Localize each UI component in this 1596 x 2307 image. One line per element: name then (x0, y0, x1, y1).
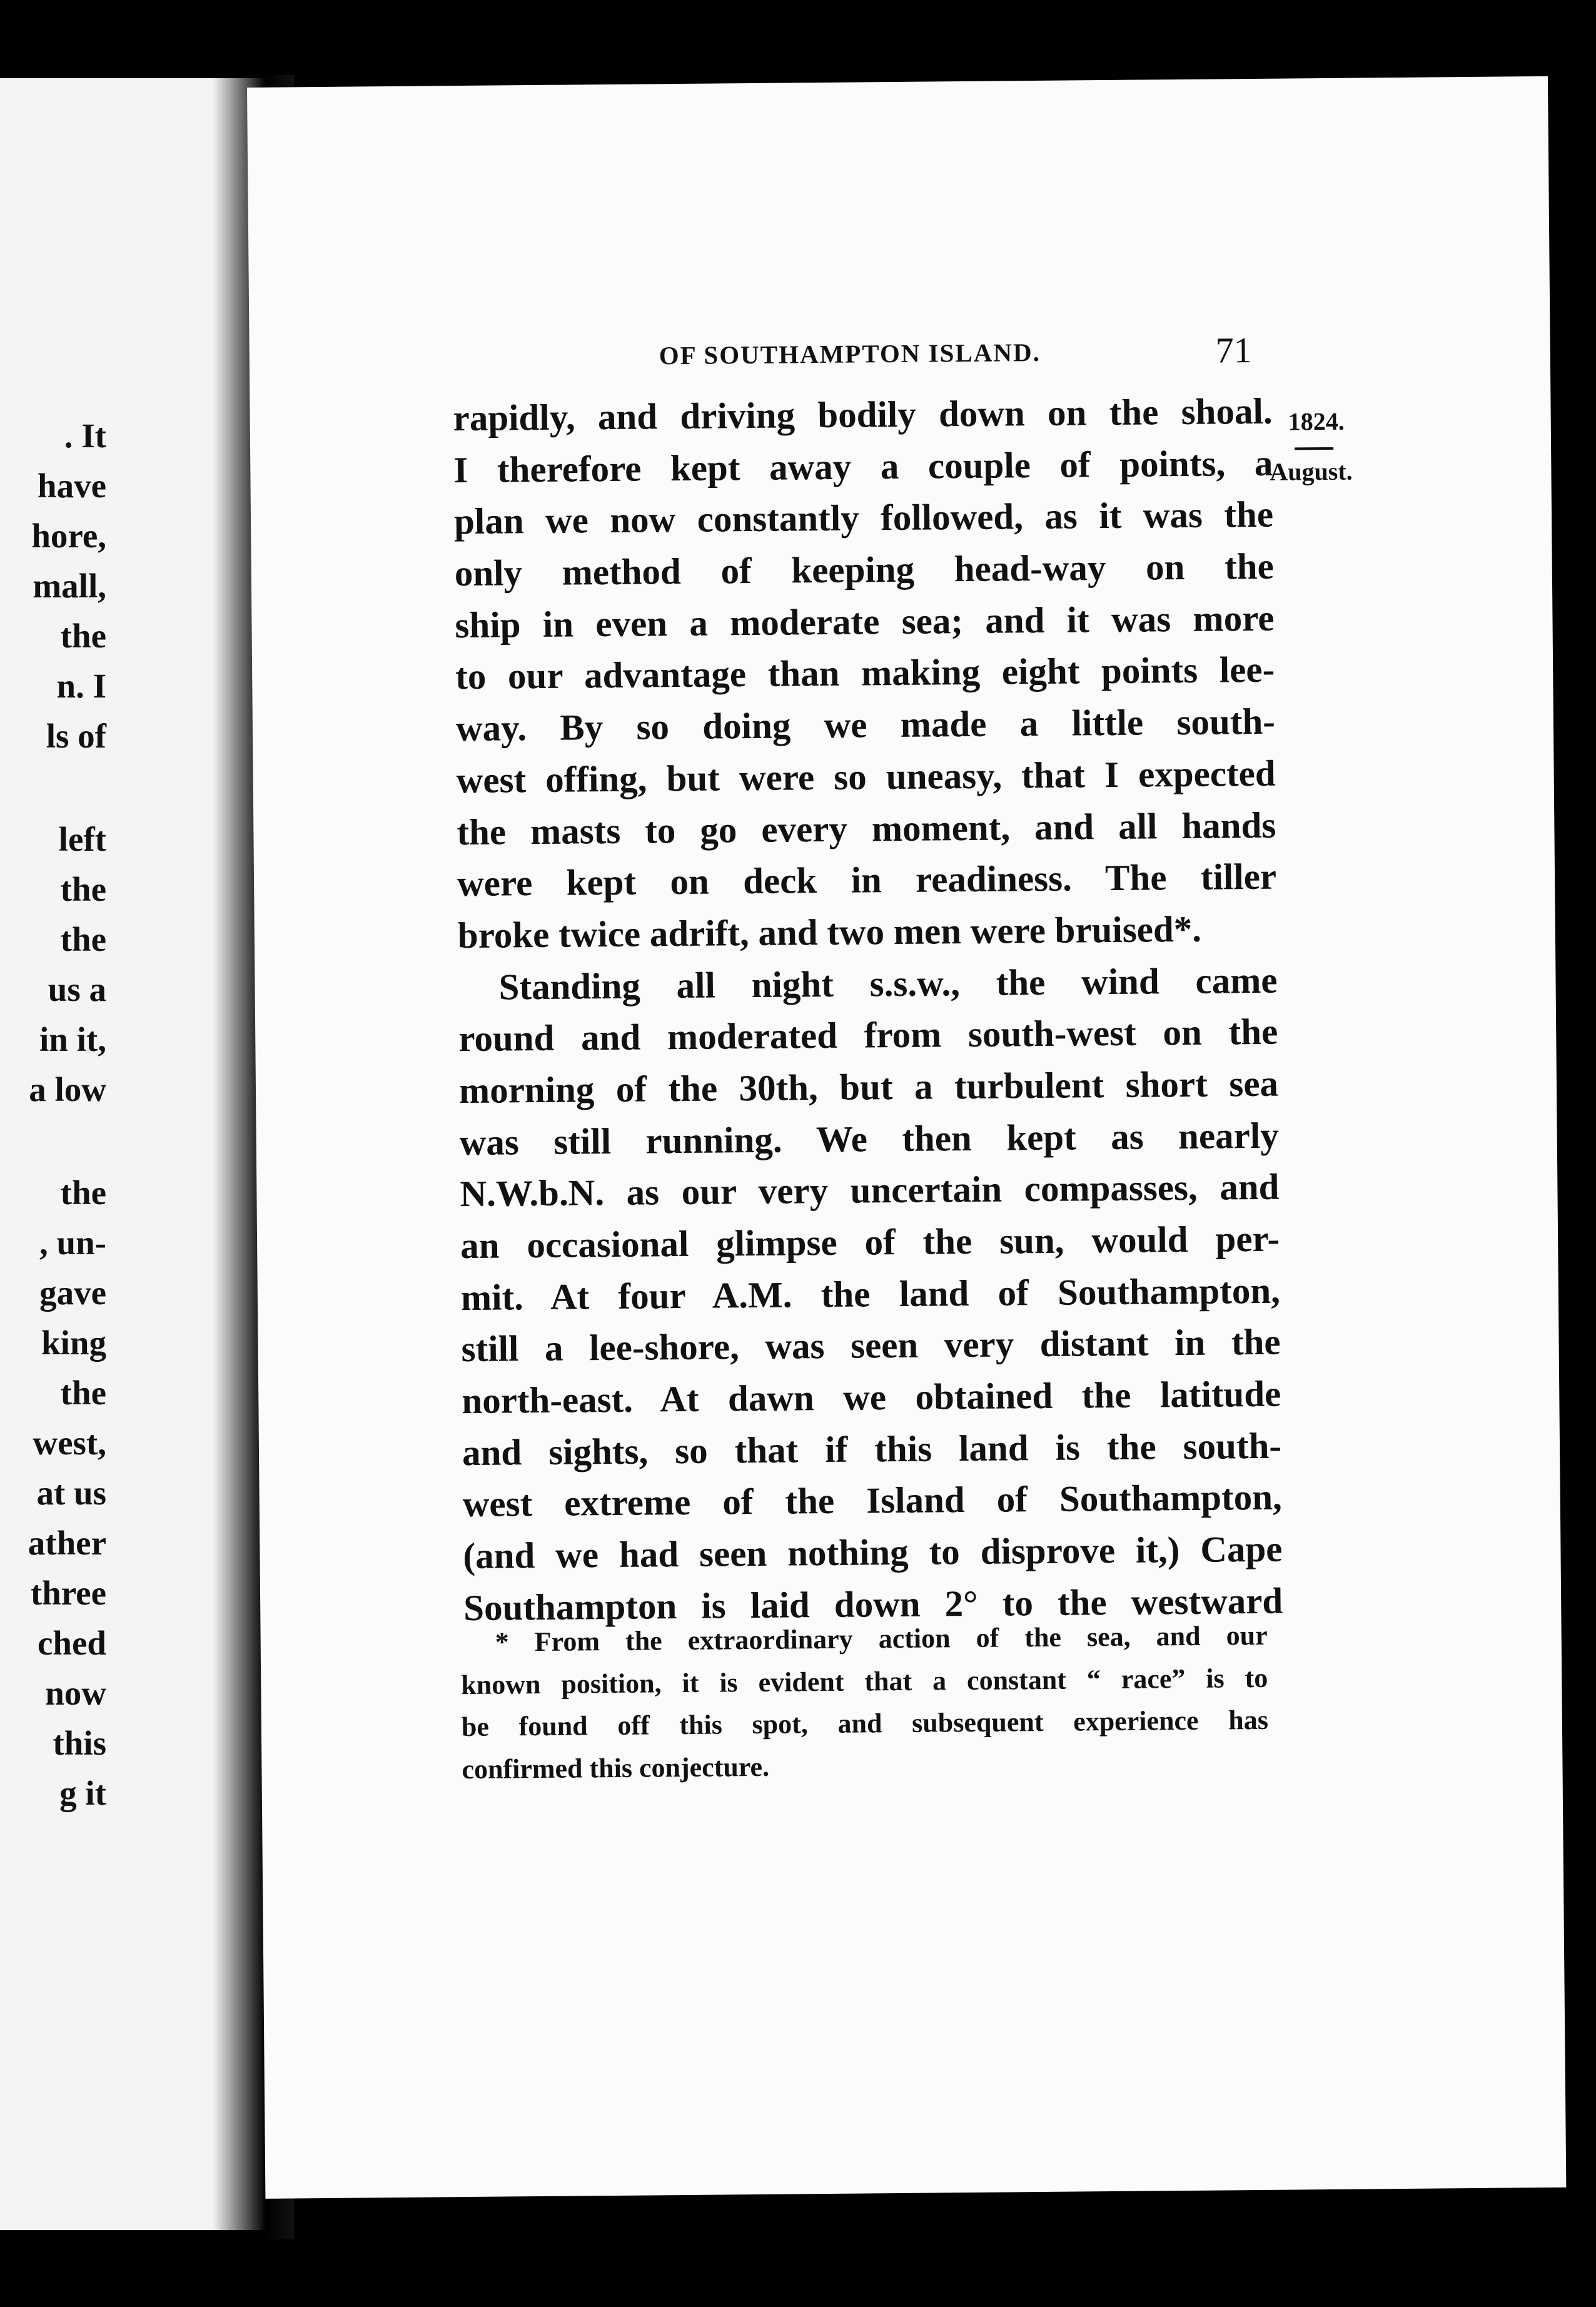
left-page-line: a low (29, 1070, 106, 1108)
text-line: N.W.b.N. as our very uncertain compasses, and (460, 1165, 1280, 1215)
text-line: way. By so doing we made a little south- (455, 700, 1276, 749)
left-page-line: the (60, 1374, 106, 1412)
text-line: and sights, so that if this land is the south- (462, 1424, 1282, 1473)
footnote (460, 1615, 1268, 1790)
left-page-line: at us (36, 1474, 106, 1512)
running-title: OF SOUTHAMPTON ISLAND. (659, 337, 1041, 370)
page-number: 71 (1215, 329, 1253, 371)
left-page-line: three (30, 1574, 106, 1612)
footnote-line: confirmed this conjecture. (462, 1751, 770, 1785)
text-line: north-east. At dawn we obtained the latitude (462, 1372, 1281, 1422)
left-page-line: the (60, 920, 106, 958)
left-page-line: hore, (31, 517, 106, 555)
footnote-line: be found off this spot, and subsequent experience has (461, 1704, 1269, 1743)
footnote-line: known position, it is evident that a constant “ race” is to (461, 1662, 1268, 1700)
left-page-line: n. I (56, 667, 106, 705)
text-line: Southampton is laid down 2° to the westward (463, 1579, 1283, 1628)
left-page-line: mall, (33, 567, 106, 605)
text-line: ship in even a moderate sea; and it was more (455, 597, 1275, 646)
text-line: the masts to go every moment, and all hands (457, 804, 1276, 853)
left-page-line: g it (59, 1774, 106, 1812)
right-page (247, 76, 1566, 2199)
left-page-line: now (45, 1674, 106, 1712)
left-page-line: have (38, 467, 106, 505)
left-page-line: the (60, 617, 106, 655)
body-text (453, 385, 1283, 1634)
text-line: round and moderated from south-west on the (458, 1010, 1278, 1060)
text-line: an occasional glimpse of the sun, would per- (460, 1217, 1280, 1267)
left-page-line: in it, (39, 1020, 106, 1058)
text-line: were kept on deck in readiness. The tiller (457, 855, 1277, 905)
left-page-line: ather (28, 1524, 106, 1562)
left-page-line: ls of (46, 717, 106, 755)
text-line: west offing, but were so uneasy, that I expected (456, 752, 1276, 801)
text-line: plan we now constantly followed, as it was the (453, 494, 1274, 542)
left-page-line: west, (33, 1424, 106, 1462)
text-line: I therefore kept away a couple of points, a (453, 442, 1273, 490)
text-line: (and we had seen nothing to disprove it,) Cape (463, 1528, 1283, 1577)
text-line: to our advantage than making eight points lee- (455, 649, 1275, 697)
left-page-line: left (58, 820, 106, 858)
left-page-line: this (53, 1724, 106, 1762)
text-line: morning of the 30th, but a turbulent short sea (458, 1062, 1279, 1112)
left-page-line: the (60, 1174, 106, 1212)
margin-month: August. (1270, 457, 1353, 486)
text-line: Standing all night s.s.w., the wind came (498, 959, 1278, 1008)
left-page-line: , un- (39, 1224, 106, 1262)
text-line: was still running. We then kept as nearly (459, 1114, 1279, 1163)
text-line: only method of keeping head-way on the (454, 545, 1275, 594)
margin-rule (1295, 447, 1333, 450)
text-line: mit. At four A.M. the land of Southampton, (460, 1269, 1281, 1318)
left-page-line: gave (39, 1274, 106, 1312)
text-line: still a lee-shore, was seen very distant in the (461, 1321, 1281, 1370)
text-line: broke twice adrift, and two men were bruised*. (457, 908, 1202, 956)
text-line: rapidly, and driving bodily down on the shoal. (453, 390, 1273, 439)
left-page-line: the (60, 870, 106, 908)
left-page-line: us a (48, 970, 106, 1008)
margin-year: 1824. (1288, 407, 1345, 436)
left-page-line: king (41, 1324, 106, 1362)
text-line: west extreme of the Island of Southampton, (462, 1476, 1283, 1525)
footnote-line: * From the extraordinary action of the sea, and our (495, 1620, 1268, 1658)
left-page-line: . It (64, 417, 106, 455)
left-page-line: ched (38, 1624, 106, 1662)
